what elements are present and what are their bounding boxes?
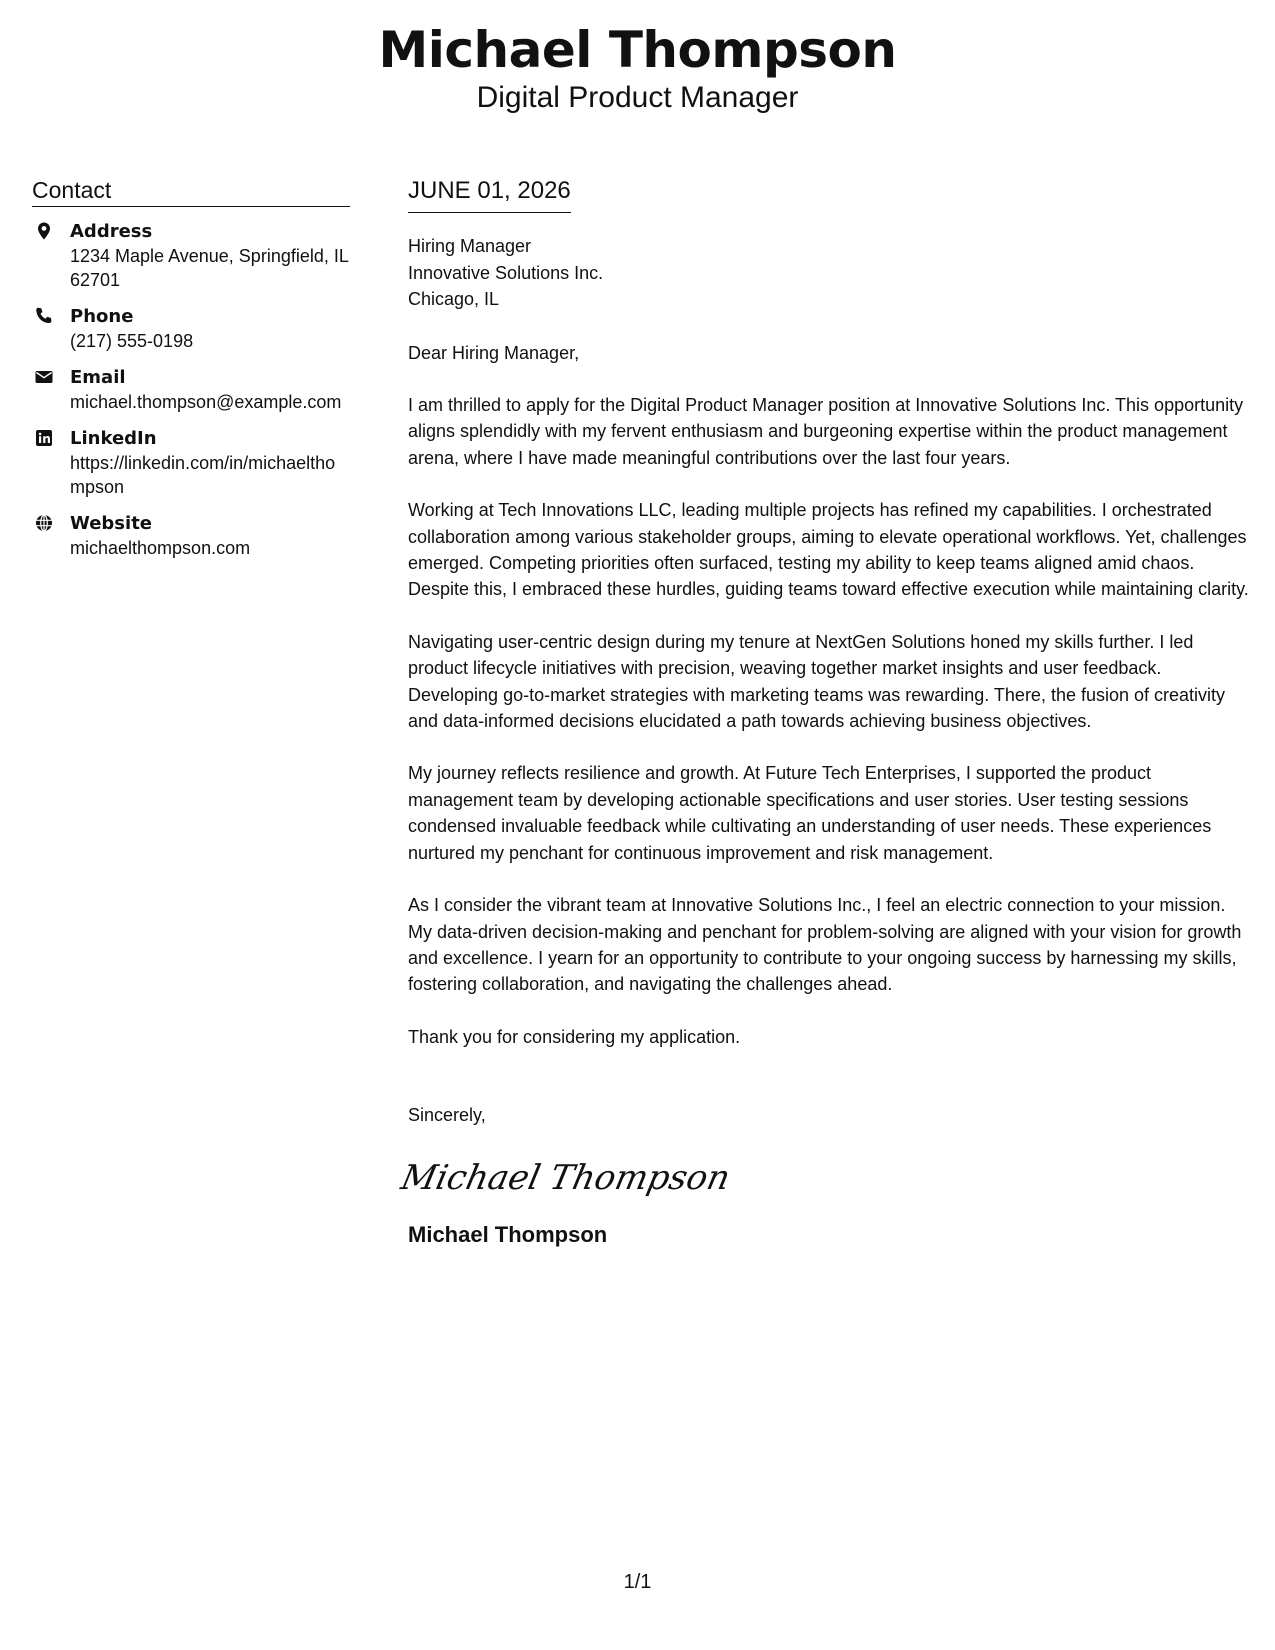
phone-icon (34, 306, 54, 326)
contact-item-linkedin (32, 426, 350, 499)
resume-header (0, 20, 1275, 116)
contact-sidebar (32, 176, 350, 572)
letter-paragraph: As I consider the vibrant team at Innovative Solutions Inc., I feel an electric connection to your mission. My data-driven decision-making and penchant for problem-solving are aligned with your vision for growth and excellence. I yearn for an opportunity to contribute to your ongoing success by harnessing my skills, fostering collaboration, and navigating the challenges ahead. (408, 895, 1242, 995)
phone-value: (217) 555-0198 (70, 331, 194, 351)
letter-date: JUNE 01, 2026 (408, 176, 571, 213)
contact-label: Email (70, 367, 126, 388)
recipient-block (408, 233, 1253, 313)
page-number: 1/1 (623, 1571, 652, 1593)
contact-label: LinkedIn (70, 428, 157, 449)
signature-script: Michael Thompson (397, 1158, 734, 1198)
contact-label: Address (70, 221, 153, 242)
salutation: Dear Hiring Manager, (408, 342, 580, 363)
contact-item-phone (32, 304, 350, 353)
applicant-title: Digital Product Manager (476, 81, 799, 114)
envelope-icon (34, 367, 54, 387)
signer-name: Michael Thompson (408, 1221, 608, 1247)
letter-paragraph: Navigating user-centric design during my tenure at NextGen Solutions honed my skills further. I led product lifecycle initiatives with precision, weaving together market insights and user feedback. Developing go-to-market strategies with marketing teams was rewarding. There, the fusion of creativity and data-informed decisions elucidated a path towards achieving business objectives. (408, 631, 1226, 732)
linkedin-value: https://linkedin.com/in/michaelthompson (70, 453, 336, 497)
applicant-name: Michael Thompson (378, 21, 897, 79)
email-value: michael.thompson@example.com (70, 392, 342, 412)
contact-heading: Contact (32, 176, 350, 207)
contact-item-address (32, 219, 350, 292)
cover-letter (397, 176, 1253, 1249)
contact-item-email (32, 365, 350, 414)
globe-icon (34, 513, 54, 533)
recipient-name: Hiring Manager (408, 236, 532, 256)
recipient-company: Innovative Solutions Inc. (408, 262, 604, 283)
letter-paragraph: I am thrilled to apply for the Digital Product Manager position at Innovative Solutions Inc. This opportunity aligns splendidly with my fervent enthusiasm and burgeoning expertise within the product management arena, where I have made meaningful contributions over the last four years. (408, 395, 1244, 468)
address-value: 1234 Maple Avenue, Springfield, IL 62701 (70, 246, 349, 290)
letter-paragraph: My journey reflects resilience and growth. At Future Tech Enterprises, I supported the product management team by developing actionable specifications and user stories. User testing sessions condensed invaluable feedback while cultivating an understanding of user needs. These experiences nurtured my penchant for continuous improvement and risk management. (408, 763, 1212, 863)
letter-paragraph: Working at Tech Innovations LLC, leading multiple projects has refined my capabilities. I orchestrated collaboration among various stakeholder groups, aiming to elevate operational workflows. Yet, challenges emerged. Competing priorities often surfaced, testing my ability to keep teams aligned amid chaos. Despite this, I embraced these hurdles, guiding teams toward effective execution while maintaining clarity. (408, 500, 1249, 600)
closing-line: Sincerely, (408, 1105, 486, 1126)
thank-you-line: Thank you for considering my application. (408, 1026, 741, 1047)
contact-item-website (32, 511, 350, 560)
handwritten-signature (397, 1149, 734, 1205)
recipient-location: Chicago, IL (408, 289, 500, 309)
contact-label: Phone (70, 306, 134, 327)
linkedin-icon (34, 428, 54, 448)
contact-label: Website (70, 513, 153, 534)
location-pin-icon (34, 221, 54, 241)
website-value: michaelthompson.com (70, 538, 251, 558)
